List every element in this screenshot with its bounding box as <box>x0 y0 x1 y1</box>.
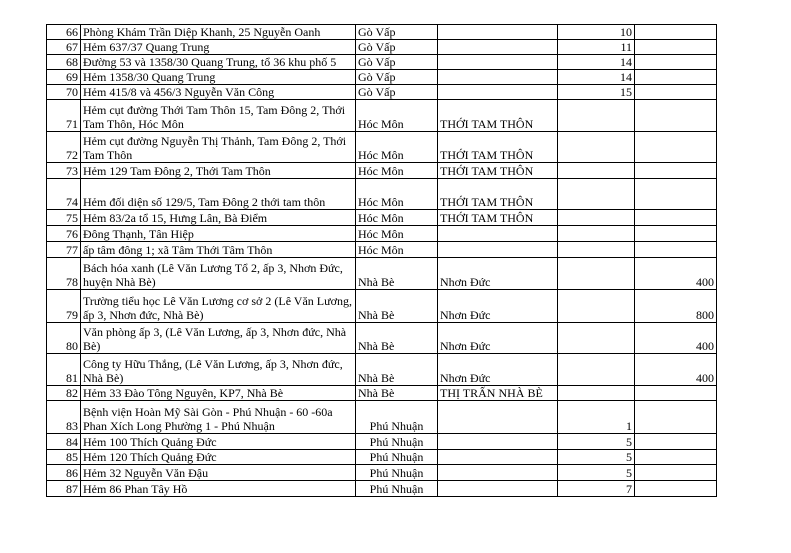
table-row <box>47 226 717 242</box>
district-cell: Nhà Bè <box>356 354 438 386</box>
row-number-cell: 85 <box>47 450 81 465</box>
location-name-cell: Trường tiểu học Lê Văn Lương cơ sở 2 (Lê Văn Lương, ấp 3, Nhơn đức, Nhà Bè) <box>81 290 356 323</box>
district-cell: Phú Nhuận <box>356 481 438 497</box>
quantity-cell <box>635 85 717 100</box>
count-cell <box>558 386 635 401</box>
row-number-cell: 76 <box>47 226 81 242</box>
table-row <box>47 163 717 179</box>
table-row <box>47 290 717 323</box>
quantity-cell <box>635 100 717 132</box>
count-cell: 11 <box>558 40 635 55</box>
district-cell: Nhà Bè <box>356 258 438 290</box>
table-row <box>47 25 717 40</box>
quantity-cell <box>635 70 717 85</box>
district-cell: Phú Nhuận <box>356 401 438 434</box>
ward-cell <box>438 450 558 465</box>
row-number-cell: 67 <box>47 40 81 55</box>
district-cell: Nhà Bè <box>356 386 438 401</box>
location-name-cell: Hẻm cụt đường Nguyễn Thị Thảnh, Tam Đông 2, Thới Tam Thôn <box>81 132 356 163</box>
row-number-cell: 73 <box>47 163 81 179</box>
table-row <box>47 258 717 290</box>
row-number-cell: 80 <box>47 323 81 354</box>
table-row <box>47 354 717 386</box>
count-cell: 1 <box>558 401 635 434</box>
location-name-cell: Hẻm 83/2a tổ 15, Hưng Lân, Bà Điểm <box>81 210 356 226</box>
count-cell <box>558 210 635 226</box>
ward-cell: THỊ TRẤN NHÀ BÈ <box>438 386 558 401</box>
district-cell: Hóc Môn <box>356 100 438 132</box>
row-number-cell: 72 <box>47 132 81 163</box>
row-number-cell: 69 <box>47 70 81 85</box>
district-cell: Hóc Môn <box>356 132 438 163</box>
ward-cell: Nhơn Đức <box>438 258 558 290</box>
ward-cell <box>438 434 558 450</box>
ward-cell <box>438 401 558 434</box>
quantity-cell <box>635 132 717 163</box>
count-cell <box>558 323 635 354</box>
location-name-cell: Hẻm cụt đường Thới Tam Thôn 15, Tam Đông 2, Thới Tam Thôn, Hóc Môn <box>81 100 356 132</box>
quantity-cell <box>635 465 717 481</box>
row-number-cell: 84 <box>47 434 81 450</box>
table-row <box>47 323 717 354</box>
count-cell: 7 <box>558 481 635 497</box>
row-number-cell: 87 <box>47 481 81 497</box>
ward-cell <box>438 481 558 497</box>
table-row <box>47 132 717 163</box>
quantity-cell: 400 <box>635 323 717 354</box>
row-number-cell: 79 <box>47 290 81 323</box>
quantity-cell <box>635 386 717 401</box>
location-name-cell: Hẻm 100 Thích Quảng Đức <box>81 434 356 450</box>
district-cell: Phú Nhuận <box>356 450 438 465</box>
quantity-cell <box>635 55 717 70</box>
ward-cell <box>438 40 558 55</box>
district-cell: Hóc Môn <box>356 226 438 242</box>
count-cell: 5 <box>558 434 635 450</box>
row-number-cell: 81 <box>47 354 81 386</box>
count-cell <box>558 290 635 323</box>
count-cell: 15 <box>558 85 635 100</box>
row-number-cell: 82 <box>47 386 81 401</box>
location-name-cell: Phòng Khám Trần Diệp Khanh, 25 Nguyễn Oanh <box>81 25 356 40</box>
count-cell <box>558 258 635 290</box>
district-cell: Hóc Môn <box>356 242 438 258</box>
location-name-cell: Hẻm 32 Nguyễn Văn Đậu <box>81 465 356 481</box>
district-cell: Gò Vấp <box>356 85 438 100</box>
count-cell: 5 <box>558 465 635 481</box>
row-number-cell: 70 <box>47 85 81 100</box>
ward-cell: THỚI TAM THÔN <box>438 210 558 226</box>
table-body <box>47 25 717 497</box>
district-cell: Gò Vấp <box>356 25 438 40</box>
data-table <box>46 24 717 497</box>
district-cell: Gò Vấp <box>356 40 438 55</box>
quantity-cell <box>635 401 717 434</box>
table-row <box>47 210 717 226</box>
table-row <box>47 40 717 55</box>
count-cell <box>558 226 635 242</box>
row-number-cell: 77 <box>47 242 81 258</box>
row-number-cell: 75 <box>47 210 81 226</box>
ward-cell <box>438 465 558 481</box>
ward-cell: THỚI TAM THÔN <box>438 132 558 163</box>
table-row <box>47 100 717 132</box>
ward-cell: Nhơn Đức <box>438 290 558 323</box>
district-cell: Hóc Môn <box>356 179 438 210</box>
count-cell: 14 <box>558 55 635 70</box>
district-cell: Nhà Bè <box>356 290 438 323</box>
row-number-cell: 68 <box>47 55 81 70</box>
quantity-cell <box>635 179 717 210</box>
quantity-cell <box>635 481 717 497</box>
count-cell: 10 <box>558 25 635 40</box>
count-cell: 5 <box>558 450 635 465</box>
quantity-cell <box>635 450 717 465</box>
table-row <box>47 55 717 70</box>
district-cell: Gò Vấp <box>356 70 438 85</box>
district-cell: Gò Vấp <box>356 55 438 70</box>
district-cell: Phú Nhuận <box>356 465 438 481</box>
district-cell: Phú Nhuận <box>356 434 438 450</box>
table-row <box>47 70 717 85</box>
ward-cell: THỚI TAM THÔN <box>438 163 558 179</box>
row-number-cell: 66 <box>47 25 81 40</box>
location-name-cell: Bệnh viện Hoàn Mỹ Sài Gòn - Phú Nhuận - 60 -60a Phan Xích Long Phường 1 - Phú Nhuận <box>81 401 356 434</box>
ward-cell <box>438 85 558 100</box>
count-cell <box>558 179 635 210</box>
location-name-cell: Hẻm đối diện số 129/5, Tam Đông 2 thới tam thôn <box>81 179 356 210</box>
location-name-cell: Hẻm 129 Tam Đông 2, Thới Tam Thôn <box>81 163 356 179</box>
count-cell <box>558 354 635 386</box>
table-row <box>47 242 717 258</box>
ward-cell <box>438 25 558 40</box>
quantity-cell: 400 <box>635 258 717 290</box>
table-row <box>47 465 717 481</box>
location-name-cell: Hẻm 86 Phan Tây Hồ <box>81 481 356 497</box>
count-cell <box>558 100 635 132</box>
quantity-cell <box>635 40 717 55</box>
location-name-cell: Bách hóa xanh (Lê Văn Lương Tổ 2, ấp 3, Nhơn Đức, huyện Nhà Bè) <box>81 258 356 290</box>
location-name-cell: Văn phòng ấp 3, (Lê Văn Lương, ấp 3, Nhơn đức, Nhà Bè) <box>81 323 356 354</box>
ward-cell: THỚI TAM THÔN <box>438 179 558 210</box>
quantity-cell: 800 <box>635 290 717 323</box>
table-row <box>47 434 717 450</box>
row-number-cell: 71 <box>47 100 81 132</box>
count-cell <box>558 242 635 258</box>
row-number-cell: 78 <box>47 258 81 290</box>
count-cell <box>558 163 635 179</box>
table-row <box>47 386 717 401</box>
location-name-cell: Hẻm 120 Thích Quảng Đức <box>81 450 356 465</box>
ward-cell: Nhơn Đức <box>438 354 558 386</box>
table-row <box>47 179 717 210</box>
ward-cell <box>438 55 558 70</box>
location-name-cell: ấp tâm đông 1; xã Tâm Thới Tâm Thôn <box>81 242 356 258</box>
quantity-cell <box>635 210 717 226</box>
count-cell: 14 <box>558 70 635 85</box>
row-number-cell: 83 <box>47 401 81 434</box>
row-number-cell: 74 <box>47 179 81 210</box>
table-row <box>47 401 717 434</box>
district-cell: Hóc Môn <box>356 163 438 179</box>
quantity-cell <box>635 242 717 258</box>
location-name-cell: Hẻm 415/8 và 456/3 Nguyễn Văn Công <box>81 85 356 100</box>
location-name-cell: Hẻm 33 Đào Tông Nguyên, KP7, Nhà Bè <box>81 386 356 401</box>
quantity-cell <box>635 25 717 40</box>
quantity-cell <box>635 163 717 179</box>
row-number-cell: 86 <box>47 465 81 481</box>
quantity-cell: 400 <box>635 354 717 386</box>
ward-cell <box>438 226 558 242</box>
quantity-cell <box>635 434 717 450</box>
ward-cell: THỚI TAM THÔN <box>438 100 558 132</box>
location-name-cell: Hẻm 1358/30 Quang Trung <box>81 70 356 85</box>
location-name-cell: Công ty Hữu Thắng, (Lê Văn Lương, ấp 3, Nhơn đức, Nhà Bè) <box>81 354 356 386</box>
location-name-cell: Đông Thạnh, Tân Hiệp <box>81 226 356 242</box>
district-cell: Hóc Môn <box>356 210 438 226</box>
ward-cell: Nhơn Đức <box>438 323 558 354</box>
table-row <box>47 85 717 100</box>
table-row <box>47 450 717 465</box>
count-cell <box>558 132 635 163</box>
ward-cell <box>438 70 558 85</box>
district-cell: Nhà Bè <box>356 323 438 354</box>
table-row <box>47 481 717 497</box>
location-name-cell: Hẻm 637/37 Quang Trung <box>81 40 356 55</box>
location-name-cell: Đường 53 và 1358/30 Quang Trung, tổ 36 khu phố 5 <box>81 55 356 70</box>
quantity-cell <box>635 226 717 242</box>
ward-cell <box>438 242 558 258</box>
